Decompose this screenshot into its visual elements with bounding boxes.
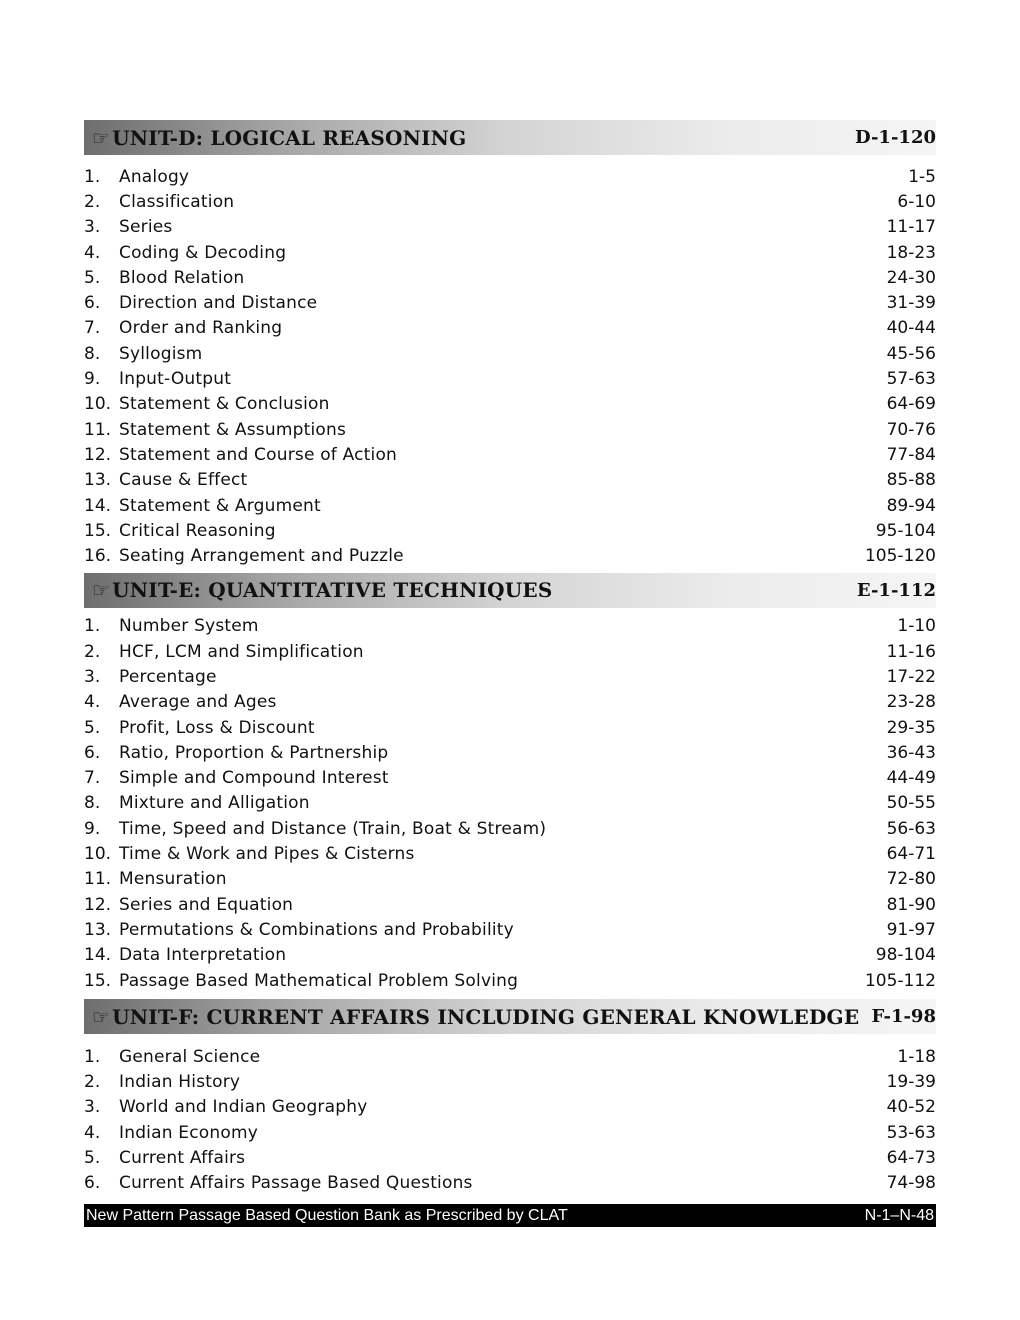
chapter-title: Cause & Effect bbox=[119, 470, 248, 491]
chapter-row bbox=[84, 316, 936, 341]
chapter-title: Number System bbox=[119, 616, 259, 637]
chapter-number: 9. bbox=[84, 369, 101, 390]
chapter-title: Simple and Compound Interest bbox=[119, 768, 389, 789]
chapter-number: 15. bbox=[84, 970, 112, 991]
chapter-title: Indian History bbox=[119, 1072, 241, 1093]
unit-title bbox=[92, 126, 466, 150]
unit-d-header bbox=[84, 120, 936, 155]
chapter-row bbox=[84, 215, 936, 240]
chapter-title: Direction and Distance bbox=[119, 293, 318, 314]
unit-title bbox=[92, 578, 552, 602]
chapter-number: 8. bbox=[84, 793, 101, 814]
chapter-number: 1. bbox=[84, 166, 101, 187]
chapter-title: Indian Economy bbox=[119, 1122, 258, 1143]
chapter-pages: 19-39 bbox=[886, 1072, 936, 1093]
chapter-number: 6. bbox=[84, 1173, 101, 1194]
chapter-title: Critical Reasoning bbox=[119, 520, 276, 541]
chapter-row bbox=[84, 341, 936, 366]
chapter-pages: 72-80 bbox=[886, 869, 936, 890]
chapter-pages: 40-44 bbox=[886, 318, 936, 339]
chapter-number: 4. bbox=[84, 1122, 101, 1143]
unit-title-text: UNIT-D: LOGICAL REASONING bbox=[112, 125, 467, 150]
chapter-title: Input-Output bbox=[119, 369, 232, 390]
chapter-pages: 105-120 bbox=[864, 546, 936, 567]
chapter-pages: 89-94 bbox=[886, 495, 936, 516]
chapter-pages: 95-104 bbox=[875, 520, 936, 541]
chapter-row bbox=[84, 417, 936, 442]
chapter-pages: 70-76 bbox=[886, 419, 936, 440]
chapter-row bbox=[84, 740, 936, 765]
chapter-number: 1. bbox=[84, 1046, 101, 1067]
chapter-row bbox=[84, 518, 936, 543]
chapter-title: Syllogism bbox=[119, 343, 203, 364]
chapter-pages: 81-90 bbox=[886, 894, 936, 915]
chapter-row bbox=[84, 614, 936, 639]
chapter-pages: 24-30 bbox=[886, 267, 936, 288]
chapter-number: 3. bbox=[84, 217, 101, 238]
chapter-title: Permutations & Combinations and Probability bbox=[119, 919, 514, 940]
chapter-row bbox=[84, 766, 936, 791]
chapter-title: Average and Ages bbox=[119, 692, 277, 713]
chapter-number: 6. bbox=[84, 293, 101, 314]
unit-d-chapter-list bbox=[84, 164, 936, 569]
chapter-pages: 44-49 bbox=[886, 768, 936, 789]
chapter-row bbox=[84, 1070, 936, 1095]
chapter-row bbox=[84, 290, 936, 315]
chapter-number: 3. bbox=[84, 1097, 101, 1118]
chapter-title: Profit, Loss & Discount bbox=[119, 717, 315, 738]
chapter-number: 2. bbox=[84, 1072, 101, 1093]
chapter-pages: 98-104 bbox=[875, 945, 936, 966]
chapter-number: 1. bbox=[84, 616, 101, 637]
chapter-pages: 91-97 bbox=[886, 919, 936, 940]
chapter-row bbox=[84, 1145, 936, 1170]
chapter-pages: 45-56 bbox=[886, 343, 936, 364]
chapter-number: 15. bbox=[84, 520, 112, 541]
chapter-pages: 23-28 bbox=[886, 692, 936, 713]
chapter-number: 4. bbox=[84, 242, 101, 263]
chapter-title: Analogy bbox=[119, 166, 190, 187]
unit-title-text: UNIT-E: QUANTITATIVE TECHNIQUES bbox=[112, 578, 553, 603]
chapter-number: 14. bbox=[84, 945, 112, 966]
chapter-number: 5. bbox=[84, 717, 101, 738]
chapter-pages: 17-22 bbox=[886, 666, 936, 687]
chapter-title: HCF, LCM and Simplification bbox=[119, 641, 364, 662]
chapter-title: Time & Work and Pipes & Cisterns bbox=[119, 844, 415, 865]
chapter-title: World and Indian Geography bbox=[119, 1097, 368, 1118]
chapter-title: Time, Speed and Distance (Train, Boat & Stream) bbox=[119, 818, 547, 839]
chapter-pages: 74-98 bbox=[886, 1173, 936, 1194]
chapter-number: 5. bbox=[84, 1148, 101, 1169]
chapter-row bbox=[84, 1120, 936, 1145]
chapter-pages: 64-71 bbox=[886, 844, 936, 865]
unit-page-range: D-1-120 bbox=[855, 127, 936, 148]
unit-f-chapter-list bbox=[84, 1044, 936, 1196]
chapter-row bbox=[84, 442, 936, 467]
chapter-pages: 11-17 bbox=[886, 217, 936, 238]
chapter-pages: 56-63 bbox=[886, 818, 936, 839]
chapter-row bbox=[84, 816, 936, 841]
chapter-title: Seating Arrangement and Puzzle bbox=[119, 546, 404, 567]
chapter-title: Statement & Argument bbox=[119, 495, 321, 516]
chapter-pages: 85-88 bbox=[886, 470, 936, 491]
chapter-pages: 64-69 bbox=[886, 394, 936, 415]
chapter-title: Coding & Decoding bbox=[119, 242, 287, 263]
chapter-row bbox=[84, 690, 936, 715]
chapter-row bbox=[84, 1044, 936, 1069]
chapter-title: Mensuration bbox=[119, 869, 227, 890]
chapter-row bbox=[84, 189, 936, 214]
chapter-number: 11. bbox=[84, 869, 112, 890]
chapter-number: 4. bbox=[84, 692, 101, 713]
chapter-title: Percentage bbox=[119, 666, 217, 687]
chapter-row bbox=[84, 366, 936, 391]
chapter-row bbox=[84, 791, 936, 816]
unit-e-header bbox=[84, 573, 936, 608]
chapter-row bbox=[84, 968, 936, 993]
chapter-row bbox=[84, 943, 936, 968]
chapter-title: Order and Ranking bbox=[119, 318, 283, 339]
chapter-number: 7. bbox=[84, 768, 101, 789]
chapter-row bbox=[84, 164, 936, 189]
unit-title-text: UNIT-F: CURRENT AFFAIRS INCLUDING GENERAL KNOWLEDGE bbox=[112, 1004, 860, 1029]
chapter-row bbox=[84, 867, 936, 892]
chapter-pages: 53-63 bbox=[886, 1122, 936, 1143]
chapter-pages: 64-73 bbox=[886, 1148, 936, 1169]
chapter-number: 6. bbox=[84, 742, 101, 763]
chapter-pages: 1-18 bbox=[897, 1046, 936, 1067]
chapter-number: 9. bbox=[84, 818, 101, 839]
chapter-title: Statement & Assumptions bbox=[119, 419, 347, 440]
chapter-number: 13. bbox=[84, 470, 112, 491]
chapter-title: Series and Equation bbox=[119, 894, 294, 915]
chapter-title: Statement & Conclusion bbox=[119, 394, 330, 415]
footer-page-range: N-1–N-48 bbox=[864, 1206, 934, 1224]
unit-page-range: F-1-98 bbox=[871, 1006, 936, 1028]
unit-page-range: E-1-112 bbox=[856, 579, 936, 601]
unit-e-chapter-list bbox=[84, 614, 936, 993]
chapter-number: 10. bbox=[84, 394, 112, 415]
chapter-pages: 29-35 bbox=[886, 717, 936, 738]
chapter-pages: 36-43 bbox=[886, 742, 936, 763]
chapter-row bbox=[84, 639, 936, 664]
chapter-number: 13. bbox=[84, 919, 112, 940]
chapter-pages: 50-55 bbox=[886, 793, 936, 814]
chapter-row bbox=[84, 543, 936, 568]
chapter-title: Passage Based Mathematical Problem Solving bbox=[119, 970, 519, 991]
chapter-number: 10. bbox=[84, 844, 112, 865]
chapter-pages: 57-63 bbox=[886, 369, 936, 390]
chapter-title: Current Affairs Passage Based Questions bbox=[119, 1173, 473, 1194]
chapter-title: Series bbox=[119, 217, 173, 238]
chapter-row bbox=[84, 841, 936, 866]
chapter-row bbox=[84, 493, 936, 518]
chapter-row bbox=[84, 240, 936, 265]
chapter-pages: 6-10 bbox=[897, 191, 936, 212]
chapter-title: Classification bbox=[119, 191, 235, 212]
table-of-contents bbox=[84, 120, 936, 1196]
chapter-pages: 1-5 bbox=[908, 166, 936, 187]
chapter-number: 7. bbox=[84, 318, 101, 339]
chapter-number: 2. bbox=[84, 191, 101, 212]
chapter-title: Blood Relation bbox=[119, 267, 245, 288]
chapter-pages: 77-84 bbox=[886, 444, 936, 465]
chapter-title: Data Interpretation bbox=[119, 945, 287, 966]
chapter-row bbox=[84, 1095, 936, 1120]
chapter-pages: 1-10 bbox=[897, 616, 936, 637]
chapter-row bbox=[84, 917, 936, 942]
chapter-title: Current Affairs bbox=[119, 1148, 246, 1169]
chapter-pages: 31-39 bbox=[886, 293, 936, 314]
chapter-number: 12. bbox=[84, 444, 112, 465]
chapter-pages: 40-52 bbox=[886, 1097, 936, 1118]
footer-book-title: New Pattern Passage Based Question Bank as Prescribed by CLAT bbox=[86, 1206, 568, 1224]
chapter-number: 5. bbox=[84, 267, 101, 288]
chapter-title: Mixture and Alligation bbox=[119, 793, 310, 814]
chapter-title: General Science bbox=[119, 1046, 261, 1067]
chapter-number: 12. bbox=[84, 894, 112, 915]
chapter-pages: 11-16 bbox=[886, 641, 936, 662]
chapter-number: 8. bbox=[84, 343, 101, 364]
chapter-row bbox=[84, 265, 936, 290]
chapter-row bbox=[84, 715, 936, 740]
chapter-title: Ratio, Proportion & Partnership bbox=[119, 742, 389, 763]
chapter-title: Statement and Course of Action bbox=[119, 444, 398, 465]
pointing-hand-icon: ☞ bbox=[92, 1004, 111, 1029]
chapter-row bbox=[84, 1171, 936, 1196]
unit-f-header bbox=[84, 999, 936, 1034]
chapter-number: 2. bbox=[84, 641, 101, 662]
page-footer bbox=[84, 1204, 936, 1227]
chapter-pages: 105-112 bbox=[864, 970, 936, 991]
chapter-number: 3. bbox=[84, 666, 101, 687]
chapter-number: 14. bbox=[84, 495, 112, 516]
chapter-row bbox=[84, 664, 936, 689]
chapter-row bbox=[84, 892, 936, 917]
chapter-row bbox=[84, 468, 936, 493]
chapter-pages: 18-23 bbox=[886, 242, 936, 263]
unit-title bbox=[92, 1005, 859, 1029]
chapter-number: 11. bbox=[84, 419, 112, 440]
chapter-number: 16. bbox=[84, 546, 112, 567]
pointing-hand-icon: ☞ bbox=[92, 125, 111, 150]
pointing-hand-icon: ☞ bbox=[92, 578, 111, 603]
chapter-row bbox=[84, 392, 936, 417]
